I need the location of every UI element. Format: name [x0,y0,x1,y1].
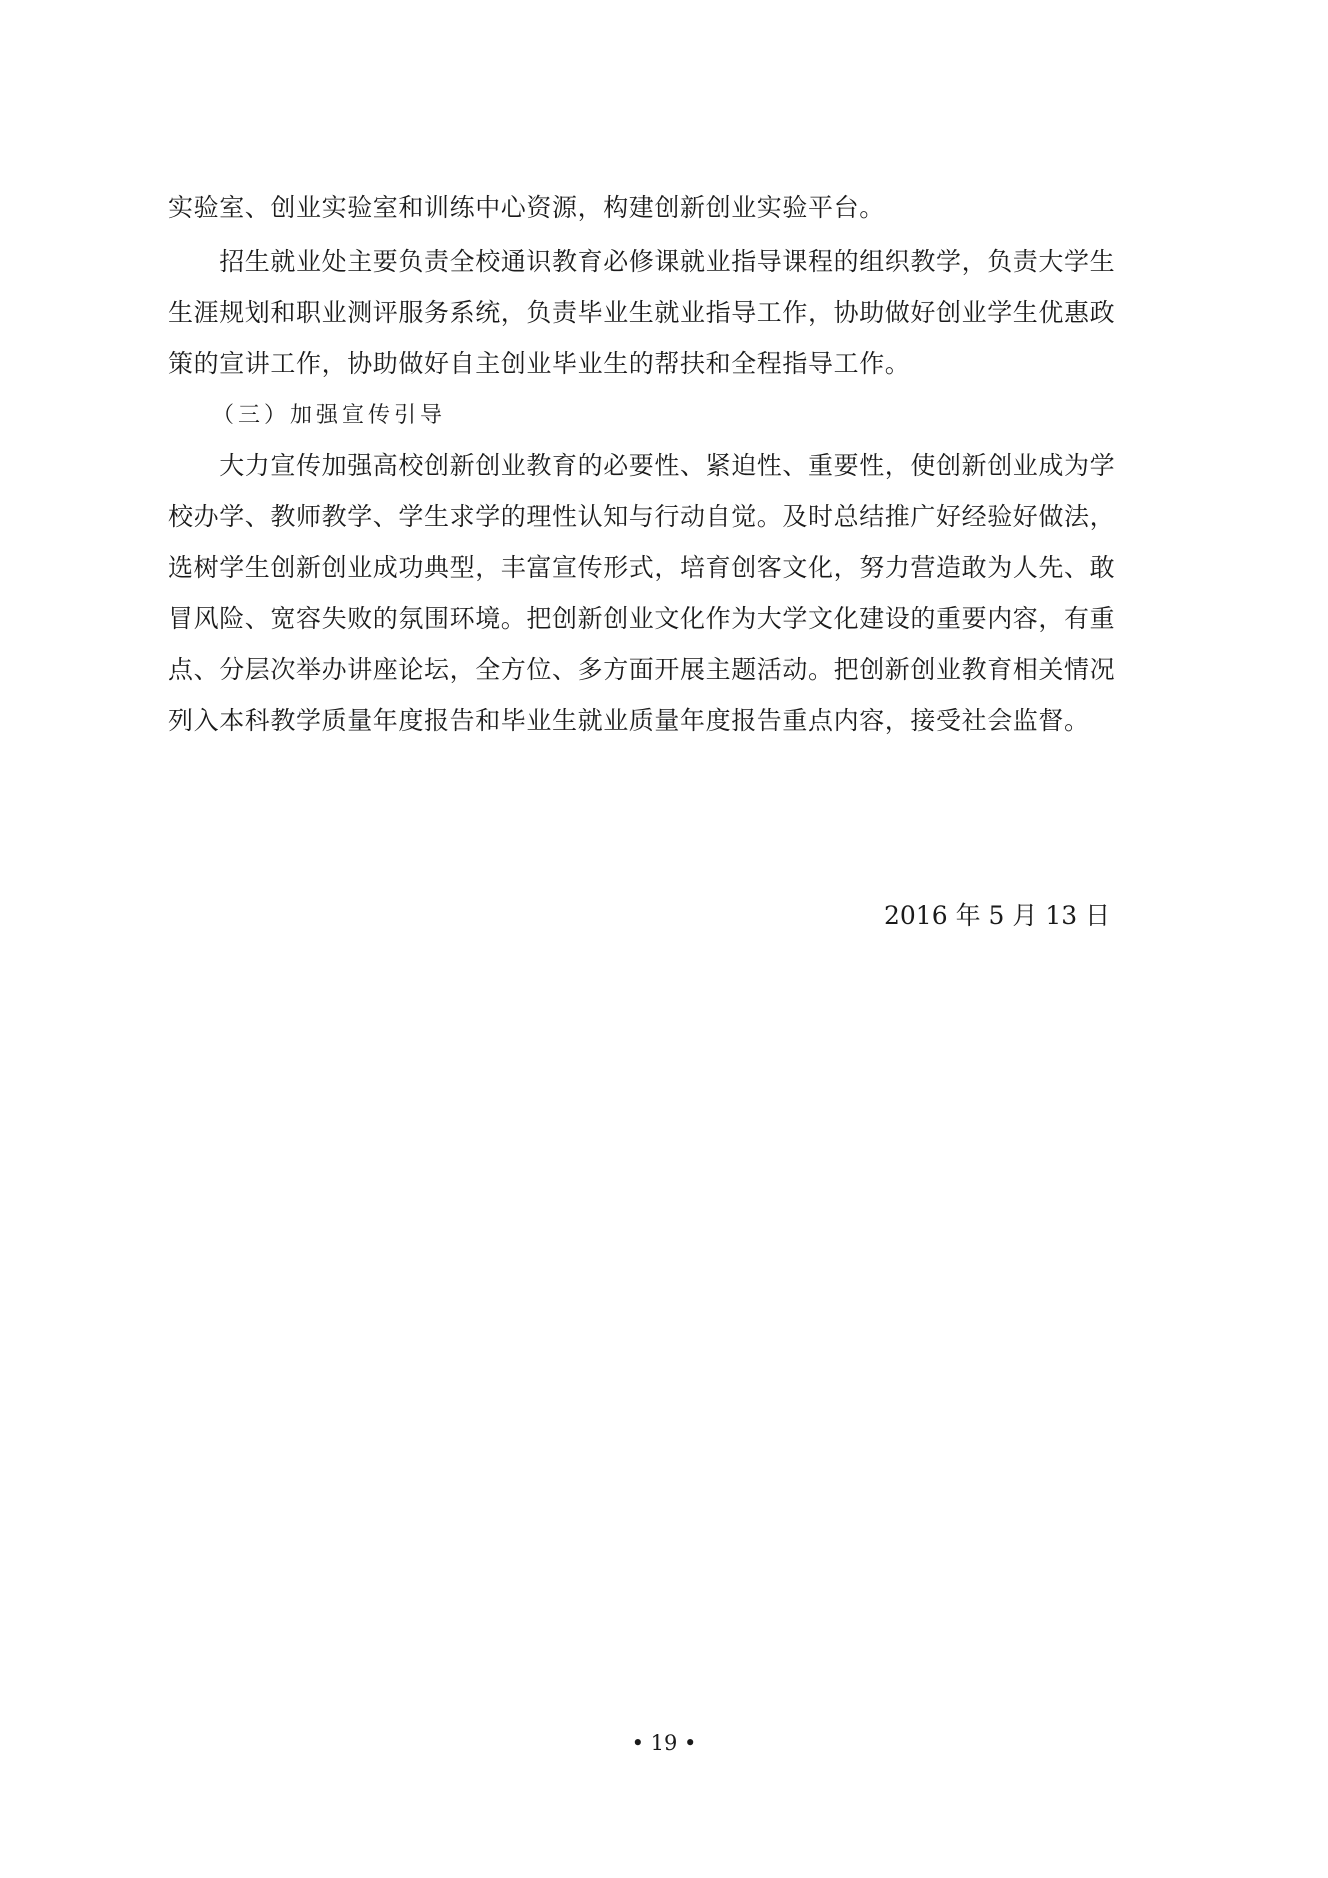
section-heading: （三）加强宣传引导 [212,403,447,428]
page-number: • 19 • [631,1731,697,1755]
paragraph-line: 选树学生创新创业成功典型，丰富宣传形式，培育创客文化，努力营造敢为人先、敢 [168,553,1116,582]
document-date: 2016 年 5 月 13 日 [884,901,1111,930]
paragraph-line: 冒风险、宽容失败的氛围环境。把创新创业文化作为大学文化建设的重要内容，有重 [168,604,1116,633]
paragraph-line: 招生就业处主要负责全校通识教育必修课就业指导课程的组织教学，负责大学生 [168,247,1116,276]
paragraph-line: 策的宣讲工作，协助做好自主创业毕业生的帮扶和全程指导工作。 [168,349,911,378]
paragraph-line: 生涯规划和职业测评服务系统，负责毕业生就业指导工作，协助做好创业学生优惠政 [168,298,1116,327]
paragraph-line: 大力宣传加强高校创新创业教育的必要性、紧迫性、重要性，使创新创业成为学 [168,451,1116,480]
paragraph-line: 实验室、创业实验室和训练中心资源，构建创新创业实验平台。 [168,193,885,222]
paragraph-line: 点、分层次举办讲座论坛，全方位、多方面开展主题活动。把创新创业教育相关情况 [168,655,1116,684]
paragraph-line: 列入本科教学质量年度报告和毕业生就业质量年度报告重点内容，接受社会监督。 [168,706,1090,735]
paragraph-line: 校办学、教师教学、学生求学的理性认知与行动自觉。及时总结推广好经验好做法， [168,502,1116,531]
